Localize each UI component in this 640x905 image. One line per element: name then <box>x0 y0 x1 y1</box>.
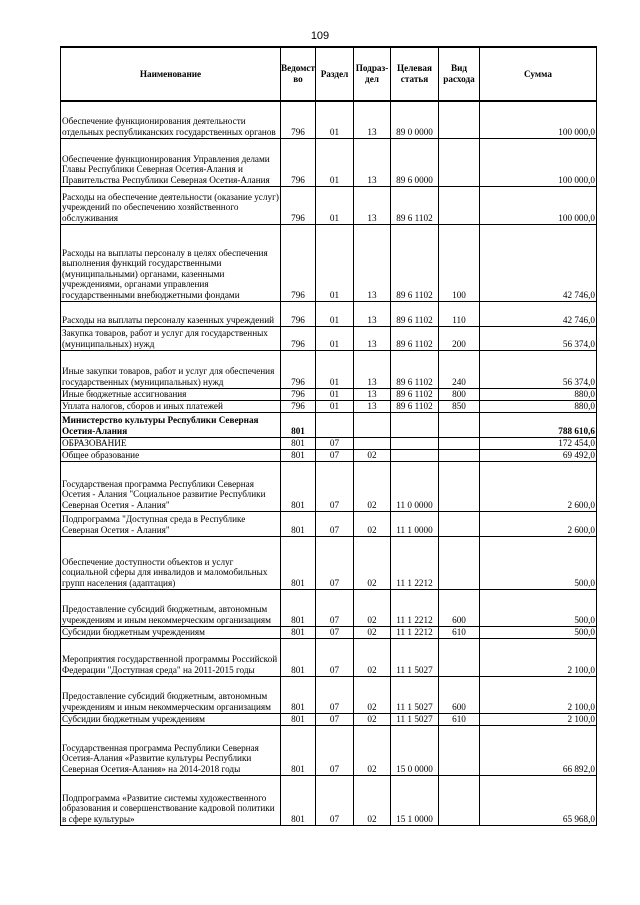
header-name: Наименование <box>61 47 281 101</box>
cell-sum: 880,0 <box>480 388 597 400</box>
header-sum: Сумма <box>480 47 597 101</box>
cell-dept: 796 <box>281 400 316 412</box>
cell-target: 11 1 2212 <box>391 589 439 626</box>
cell-section: 07 <box>316 676 354 713</box>
cell-target: 11 1 2212 <box>391 626 439 638</box>
table-row <box>61 449 597 461</box>
cell-subsection: 02 <box>354 626 391 638</box>
header-target: Целевая статья <box>391 47 439 101</box>
cell-subsection: 13 <box>354 301 391 326</box>
cell-target: 89 6 1102 <box>391 301 439 326</box>
cell-subsection: 13 <box>354 350 391 388</box>
cell-sum: 500,0 <box>480 536 597 589</box>
cell-target: 11 1 5027 <box>391 638 439 676</box>
cell-dept: 801 <box>281 412 316 437</box>
cell-section: 01 <box>316 301 354 326</box>
cell-type <box>439 138 480 186</box>
cell-dept: 796 <box>281 101 316 138</box>
cell-target: 11 1 0000 <box>391 511 439 536</box>
cell-section <box>316 412 354 437</box>
cell-type: 610 <box>439 626 480 638</box>
cell-section: 07 <box>316 725 354 775</box>
cell-section: 01 <box>316 388 354 400</box>
cell-type <box>439 725 480 775</box>
cell-type <box>439 186 480 224</box>
cell-name: Субсидии бюджетным учреждениям <box>61 626 281 638</box>
header-section: Раздел <box>316 47 354 101</box>
cell-section: 07 <box>316 536 354 589</box>
table-row <box>61 511 597 536</box>
cell-name: Расходы на выплаты персоналу в целях обеспечения выполнения функций государственными (муниципальными) органами, казенными учреждениями, органами управления государственными внебюджетными фондами <box>61 224 281 301</box>
cell-type: 110 <box>439 301 480 326</box>
cell-dept: 801 <box>281 437 316 449</box>
cell-section: 07 <box>316 638 354 676</box>
cell-target <box>391 437 439 449</box>
cell-section: 01 <box>316 350 354 388</box>
cell-subsection <box>354 412 391 437</box>
cell-type <box>439 536 480 589</box>
cell-name: Подпрограмма «Развитие системы художественного образования и совершенствование кадровой политики в сфере культуры» <box>61 775 281 825</box>
cell-section: 07 <box>316 461 354 511</box>
cell-dept: 796 <box>281 350 316 388</box>
cell-sum: 2 600,0 <box>480 461 597 511</box>
table-row <box>61 713 597 725</box>
header-subsection: Подраз- дел <box>354 47 391 101</box>
table-row <box>61 138 597 186</box>
table-row <box>61 301 597 326</box>
cell-subsection: 02 <box>354 536 391 589</box>
table-row <box>61 186 597 224</box>
cell-target: 89 6 1102 <box>391 186 439 224</box>
cell-sum: 65 968,0 <box>480 775 597 825</box>
cell-type: 800 <box>439 388 480 400</box>
table-row <box>61 775 597 825</box>
cell-subsection: 13 <box>354 186 391 224</box>
cell-section: 07 <box>316 775 354 825</box>
cell-sum: 69 492,0 <box>480 449 597 461</box>
cell-target: 89 0 0000 <box>391 101 439 138</box>
cell-section: 07 <box>316 626 354 638</box>
cell-subsection: 13 <box>354 138 391 186</box>
cell-section: 01 <box>316 400 354 412</box>
cell-subsection <box>354 437 391 449</box>
cell-subsection: 13 <box>354 326 391 350</box>
table-row <box>61 589 597 626</box>
cell-target: 15 1 0000 <box>391 775 439 825</box>
cell-dept: 801 <box>281 725 316 775</box>
cell-target: 89 6 1102 <box>391 224 439 301</box>
cell-section: 01 <box>316 224 354 301</box>
cell-section: 01 <box>316 101 354 138</box>
cell-type <box>439 461 480 511</box>
cell-dept: 801 <box>281 638 316 676</box>
cell-subsection: 02 <box>354 511 391 536</box>
table-row <box>61 437 597 449</box>
cell-section: 01 <box>316 326 354 350</box>
cell-dept: 801 <box>281 713 316 725</box>
cell-type <box>439 101 480 138</box>
cell-target: 11 1 5027 <box>391 676 439 713</box>
cell-sum: 2 600,0 <box>480 511 597 536</box>
table-row <box>61 725 597 775</box>
cell-section: 01 <box>316 138 354 186</box>
cell-sum: 100 000,0 <box>480 186 597 224</box>
cell-subsection: 13 <box>354 224 391 301</box>
cell-name: Уплата налогов, сборов и иных платежей <box>61 400 281 412</box>
cell-name: Предоставление субсидий бюджетным, автономным учреждениям и иным некоммерческим организациям <box>61 676 281 713</box>
cell-target: 11 1 2212 <box>391 536 439 589</box>
cell-name: Министерство культуры Республики Северная Осетия-Алания <box>61 412 281 437</box>
table-row <box>61 326 597 350</box>
cell-type <box>439 412 480 437</box>
cell-sum: 56 374,0 <box>480 326 597 350</box>
cell-target: 89 6 1102 <box>391 400 439 412</box>
table-row <box>61 461 597 511</box>
cell-type <box>439 775 480 825</box>
cell-section: 07 <box>316 437 354 449</box>
table-header-row <box>61 47 597 101</box>
cell-sum: 500,0 <box>480 626 597 638</box>
cell-subsection: 02 <box>354 589 391 626</box>
table-row <box>61 388 597 400</box>
cell-dept: 796 <box>281 138 316 186</box>
cell-name: Иные закупки товаров, работ и услуг для обеспечения государственных (муниципальных) нужд <box>61 350 281 388</box>
cell-section: 01 <box>316 186 354 224</box>
cell-dept: 796 <box>281 388 316 400</box>
cell-name: Иные бюджетные ассигнования <box>61 388 281 400</box>
table-row <box>61 350 597 388</box>
cell-sum: 100 000,0 <box>480 138 597 186</box>
cell-dept: 796 <box>281 301 316 326</box>
cell-dept: 796 <box>281 186 316 224</box>
cell-target: 11 1 5027 <box>391 713 439 725</box>
cell-section: 07 <box>316 449 354 461</box>
table-row <box>61 638 597 676</box>
cell-name: Закупка товаров, работ и услуг для государственных (муниципальных) нужд <box>61 326 281 350</box>
cell-sum: 172 454,0 <box>480 437 597 449</box>
cell-type: 850 <box>439 400 480 412</box>
cell-subsection: 02 <box>354 725 391 775</box>
budget-table <box>60 46 597 826</box>
cell-dept: 796 <box>281 224 316 301</box>
cell-dept: 801 <box>281 536 316 589</box>
cell-name: Мероприятия государственной программы Российской Федерации "Доступная среда" на 2011-2015 годы <box>61 638 281 676</box>
cell-sum: 56 374,0 <box>480 350 597 388</box>
cell-sum: 100 000,0 <box>480 101 597 138</box>
cell-subsection: 13 <box>354 400 391 412</box>
cell-target <box>391 412 439 437</box>
cell-subsection: 13 <box>354 388 391 400</box>
cell-target <box>391 449 439 461</box>
cell-type <box>439 638 480 676</box>
cell-name: Общее образование <box>61 449 281 461</box>
cell-sum: 42 746,0 <box>480 224 597 301</box>
cell-sum: 66 892,0 <box>480 725 597 775</box>
cell-name: Субсидии бюджетным учреждениям <box>61 713 281 725</box>
cell-target: 89 6 1102 <box>391 326 439 350</box>
cell-section: 07 <box>316 589 354 626</box>
cell-section: 07 <box>316 511 354 536</box>
page-number: 109 <box>310 30 330 42</box>
cell-dept: 801 <box>281 626 316 638</box>
cell-sum: 880,0 <box>480 400 597 412</box>
cell-sum: 500,0 <box>480 589 597 626</box>
cell-type <box>439 437 480 449</box>
cell-type: 610 <box>439 713 480 725</box>
cell-name: ОБРАЗОВАНИЕ <box>61 437 281 449</box>
cell-name: Предоставление субсидий бюджетным, автономным учреждениям и иным некоммерческим организациям <box>61 589 281 626</box>
cell-type: 100 <box>439 224 480 301</box>
cell-sum: 788 610,6 <box>480 412 597 437</box>
table-row <box>61 536 597 589</box>
cell-sum: 42 746,0 <box>480 301 597 326</box>
cell-type: 600 <box>439 589 480 626</box>
cell-dept: 801 <box>281 775 316 825</box>
cell-subsection: 02 <box>354 676 391 713</box>
cell-target: 89 6 1102 <box>391 350 439 388</box>
table-row <box>61 412 597 437</box>
header-dept: Ведомст во <box>281 47 316 101</box>
cell-dept: 801 <box>281 449 316 461</box>
cell-subsection: 02 <box>354 449 391 461</box>
table-row <box>61 101 597 138</box>
cell-name: Расходы на обеспечение деятельности (оказание услуг) учреждений по обеспечению хозяйственного обслуживания <box>61 186 281 224</box>
cell-target: 89 6 1102 <box>391 388 439 400</box>
cell-dept: 796 <box>281 326 316 350</box>
cell-target: 89 6 0000 <box>391 138 439 186</box>
cell-subsection: 02 <box>354 638 391 676</box>
table-row <box>61 676 597 713</box>
header-type: Вид расхода <box>439 47 480 101</box>
cell-dept: 801 <box>281 461 316 511</box>
cell-dept: 801 <box>281 676 316 713</box>
cell-type: 240 <box>439 350 480 388</box>
cell-name: Обеспечение функционирования деятельности отдельных республиканских государственных органов <box>61 101 281 138</box>
table-row <box>61 400 597 412</box>
cell-type <box>439 511 480 536</box>
table-body <box>61 101 597 825</box>
cell-type: 200 <box>439 326 480 350</box>
table-row <box>61 626 597 638</box>
cell-name: Расходы на выплаты персоналу казенных учреждений <box>61 301 281 326</box>
cell-name: Обеспечение доступности объектов и услуг социальной сферы для инвалидов и маломобильных групп населения (адаптация) <box>61 536 281 589</box>
cell-sum: 2 100,0 <box>480 638 597 676</box>
cell-subsection: 02 <box>354 461 391 511</box>
cell-section: 07 <box>316 713 354 725</box>
cell-name: Государственная программа Республики Северная Осетия-Алания «Развитие культуры Республики Северная Осетия-Алания» на 2014-2018 годы <box>61 725 281 775</box>
cell-name: Государственая программа Республики Северная Осетия - Алания "Социальное развитие Республики Северная Осетия - Алания" <box>61 461 281 511</box>
cell-name: Подпрограмма "Доступная среда в Республике Северная Осетия - Алания" <box>61 511 281 536</box>
cell-dept: 801 <box>281 589 316 626</box>
table-row <box>61 224 597 301</box>
cell-sum: 2 100,0 <box>480 713 597 725</box>
cell-sum: 2 100,0 <box>480 676 597 713</box>
cell-type <box>439 449 480 461</box>
cell-target: 15 0 0000 <box>391 725 439 775</box>
cell-target: 11 0 0000 <box>391 461 439 511</box>
cell-type: 600 <box>439 676 480 713</box>
cell-dept: 801 <box>281 511 316 536</box>
cell-subsection: 13 <box>354 101 391 138</box>
cell-name: Обеспечение функционирования Управления делами Главы Республики Северная Осетия-Алания и Правительства Республики Северная Осетия-Алания <box>61 138 281 186</box>
cell-subsection: 02 <box>354 775 391 825</box>
cell-subsection: 02 <box>354 713 391 725</box>
